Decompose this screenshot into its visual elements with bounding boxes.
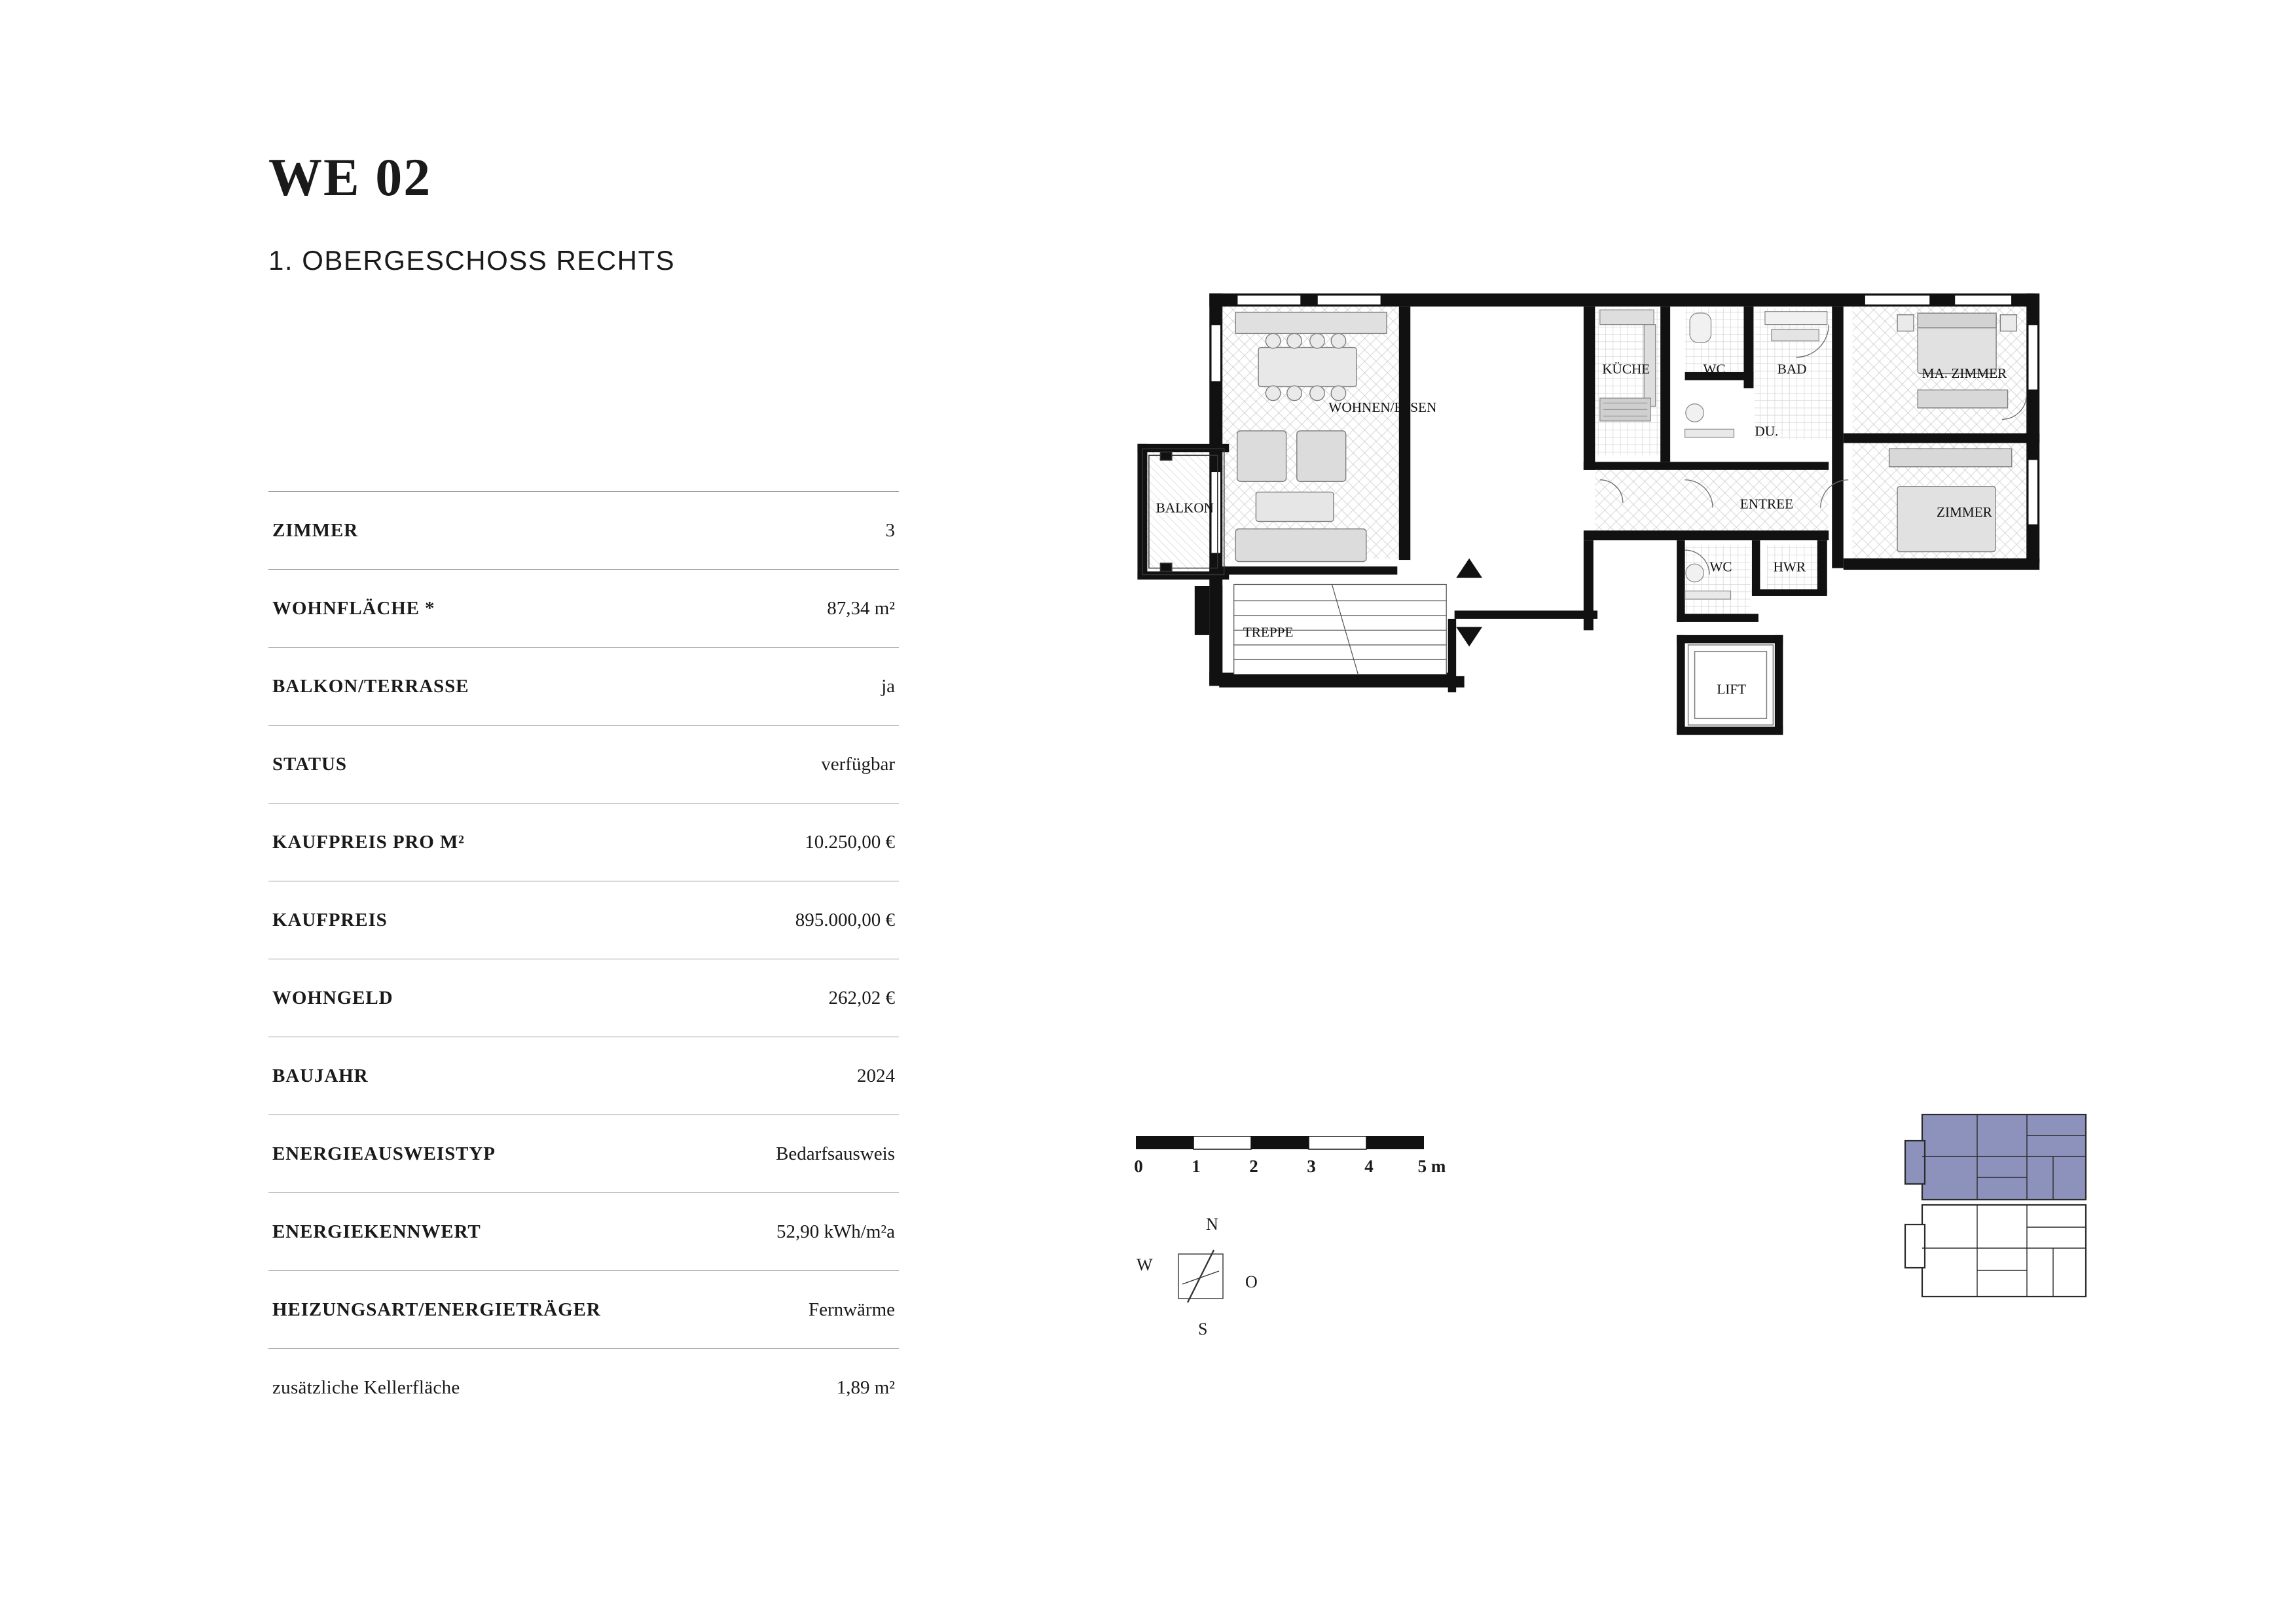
spec-label-wohngeld: WOHNGELD — [272, 987, 393, 1008]
room-label-kueche: KÜCHE — [1602, 361, 1650, 377]
table-row — [268, 726, 899, 803]
table-row — [268, 959, 899, 1037]
compass-rose — [1133, 1215, 1303, 1346]
room-label-lift: LIFT — [1717, 681, 1747, 697]
stair-direction-icons — [1456, 559, 1482, 647]
spec-value-energieausweistyp: Bedarfsausweis — [775, 1143, 895, 1164]
spec-value-heizungsart: Fernwärme — [808, 1299, 895, 1320]
spec-value-wohnflaeche: 87,34 m² — [827, 597, 895, 619]
room-label-zimmer: ZIMMER — [1937, 504, 1992, 520]
page-subtitle: 1. OBERGESCHOSS RECHTS — [268, 245, 676, 276]
spec-value-balkon-terrasse: ja — [881, 675, 895, 697]
table-row — [268, 570, 899, 648]
room-label-bad: BAD — [1777, 361, 1807, 377]
scale-tick-4: 4 — [1364, 1156, 1374, 1176]
scale-tick-0: 0 — [1134, 1156, 1143, 1176]
table-row — [268, 492, 899, 570]
room-label-dusche: DU. — [1755, 423, 1779, 439]
spec-label-energiekennwert: ENERGIEKENNWERT — [272, 1221, 481, 1242]
scale-bar — [1136, 1136, 1503, 1183]
spec-value-kaufpreis: 895.000,00 € — [795, 909, 895, 931]
room-label-wc-unten: WC — [1709, 559, 1732, 575]
spec-label-kellerflaeche: zusätzliche Kellerfläche — [272, 1376, 460, 1398]
room-label-treppe: TREPPE — [1243, 624, 1294, 640]
spec-value-kaufpreis-pro-m2: 10.250,00 € — [805, 831, 895, 853]
scale-tick-3: 3 — [1307, 1156, 1316, 1176]
key-plan-graphic — [1899, 1107, 2102, 1323]
room-label-ma-zimmer: MA. ZIMMER — [1922, 365, 2007, 381]
spec-label-energieausweistyp: ENERGIEAUSWEISTYP — [272, 1143, 496, 1164]
table-row — [268, 1349, 899, 1427]
page-title: WE 02 — [268, 147, 432, 207]
spec-value-kellerflaeche: 1,89 m² — [836, 1376, 895, 1398]
specifications-table — [268, 491, 899, 1426]
spec-label-wohnflaeche: WOHNFLÄCHE * — [272, 597, 435, 619]
compass-label-north: N — [1206, 1215, 1218, 1234]
table-row — [268, 1271, 899, 1349]
spec-label-balkon-terrasse: BALKON/TERRASSE — [272, 675, 469, 697]
table-row — [268, 1037, 899, 1115]
unit-header — [268, 147, 923, 276]
spec-value-energiekennwert: 52,90 kWh/m²a — [776, 1221, 895, 1242]
spec-value-baujahr: 2024 — [857, 1065, 895, 1086]
key-plan — [1899, 1107, 2102, 1323]
room-label-balkon: BALKON — [1156, 500, 1214, 516]
spec-value-zimmer: 3 — [885, 519, 895, 541]
spec-value-status: verfügbar — [821, 753, 895, 775]
room-label-wohnen-essen: WOHNEN/ESSEN — [1328, 399, 1437, 416]
scale-tick-5: 5 m — [1417, 1156, 1446, 1176]
compass-label-east: O — [1245, 1272, 1258, 1291]
scale-tick-2: 2 — [1249, 1156, 1258, 1176]
spec-label-status: STATUS — [272, 753, 347, 775]
compass-icon — [1159, 1228, 1257, 1326]
spec-value-wohngeld: 262,02 € — [828, 987, 895, 1008]
scale-bar-labels — [1136, 1156, 1503, 1183]
room-label-hwr: HWR — [1773, 559, 1806, 575]
table-row — [268, 881, 899, 959]
scale-bar-graphic — [1136, 1136, 1503, 1153]
room-label-entree: ENTREE — [1740, 496, 1794, 512]
room-label-wc-oben: WC — [1703, 361, 1726, 377]
scale-tick-1: 1 — [1192, 1156, 1201, 1176]
spec-label-zimmer: ZIMMER — [272, 519, 359, 541]
table-row — [268, 648, 899, 726]
spec-label-heizungsart: HEIZUNGSART/ENERGIETRÄGER — [272, 1299, 601, 1320]
compass-label-west: W — [1137, 1255, 1153, 1274]
compass-label-south: S — [1198, 1320, 1208, 1338]
table-row — [268, 1193, 899, 1271]
table-row — [268, 803, 899, 881]
spec-label-kaufpreis-pro-m2: KAUFPREIS PRO M² — [272, 831, 465, 853]
table-row — [268, 1115, 899, 1193]
spec-label-baujahr: BAUJAHR — [272, 1065, 369, 1086]
floor-plan — [1113, 275, 2134, 897]
spec-label-kaufpreis: KAUFPREIS — [272, 909, 388, 931]
